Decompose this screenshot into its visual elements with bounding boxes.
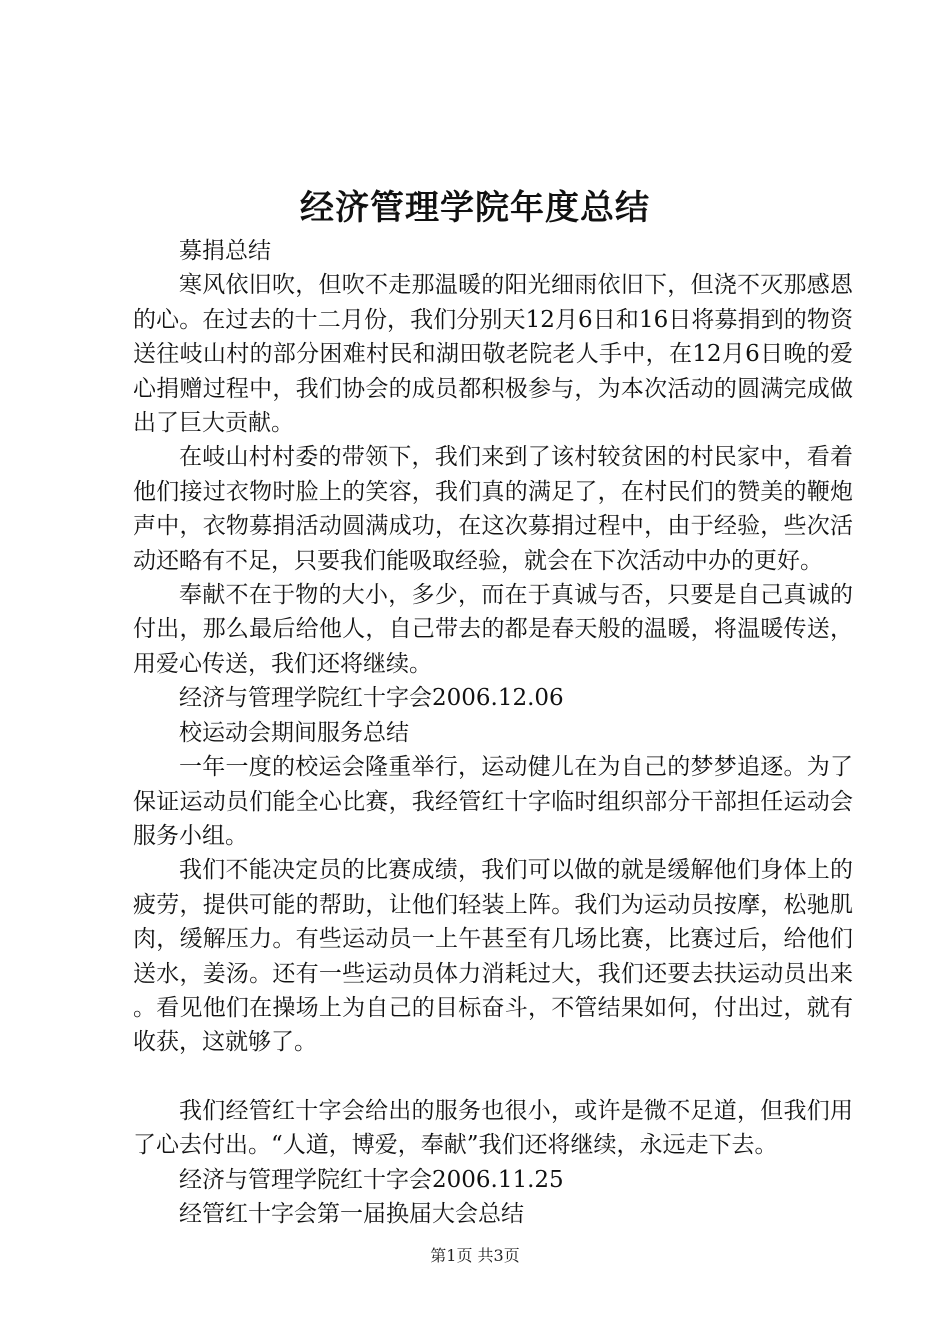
paragraph: 奉献不在于物的大小，多少，而在于真诚与否，只要是自己真诚的付出，那么最后给他人，自己带去的都是春天般的温暖，将温暖传送，用爱心传送，我们还将继续。 (133, 582, 853, 677)
paragraph: 一年一度的校运会隆重举行，运动健儿在为自己的梦梦追逐。为了保证运动员们能全心比赛，我经管红十字临时组织部分干部担任运动会服务小组。 (133, 754, 853, 849)
paragraph: 我们不能决定员的比赛成绩，我们可以做的就是缓解他们身体上的疲劳，提供可能的帮助，让他们轻装上阵。我们为运动员按摩，松驰肌肉，缓解压力。有些运动员一上午甚至有几场比赛，比赛过后，给他们送水，姜汤。还有一些运动员体力消耗过大，我们还要去扶运动员出来。看见他们在操场上为自己的目标奋斗，不管结果如何，付出过，就有收获，这就够了。 (133, 857, 853, 1056)
page-number: 第1页 共3页 (430, 1246, 520, 1265)
section-heading-fundraising: 募捐总结 (179, 238, 271, 264)
document-body (133, 234, 853, 1231)
paragraph: 寒风依旧吹，但吹不走那温暖的阳光细雨依旧下，但浇不灭那感恩的心。在过去的十二月份，我们分别天12月6日和16日将募捐到的物资送往岐山村的部分困难村民和湖田敬老院老人手中，在12月6日晚的爱心捐赠过程中，我们协会的成员都积极参与，为本次活动的圆满完成做出了巨大贡献。 (133, 272, 853, 437)
paragraph: 我们经管红十字会给出的服务也很小，或许是微不足道，但我们用了心去付出。“人道，博爱，奉献”我们还将继续，永远走下去。 (133, 1097, 853, 1159)
section-heading-election-meeting: 经管红十字会第一届换届大会总结 (179, 1200, 524, 1227)
document-title: 经济管理学院年度总结 (300, 188, 650, 228)
signature-line: 经济与管理学院红十字会2006.12.06 (179, 685, 564, 712)
signature-line: 经济与管理学院红十字会2006.11.25 (179, 1166, 564, 1193)
paragraph: 在岐山村村委的带领下，我们来到了该村较贫困的村民家中，看着他们接过衣物时脸上的笑容，我们真的满足了，在村民们的赞美的鞭炮声中，衣物募捐活动圆满成功，在这次募捐过程中，由于经验，些次活动还略有不足，只要我们能吸取经验，就会在下次活动中办的更好。 (133, 444, 853, 574)
section-heading-sports-service: 校运动会期间服务总结 (179, 719, 409, 746)
